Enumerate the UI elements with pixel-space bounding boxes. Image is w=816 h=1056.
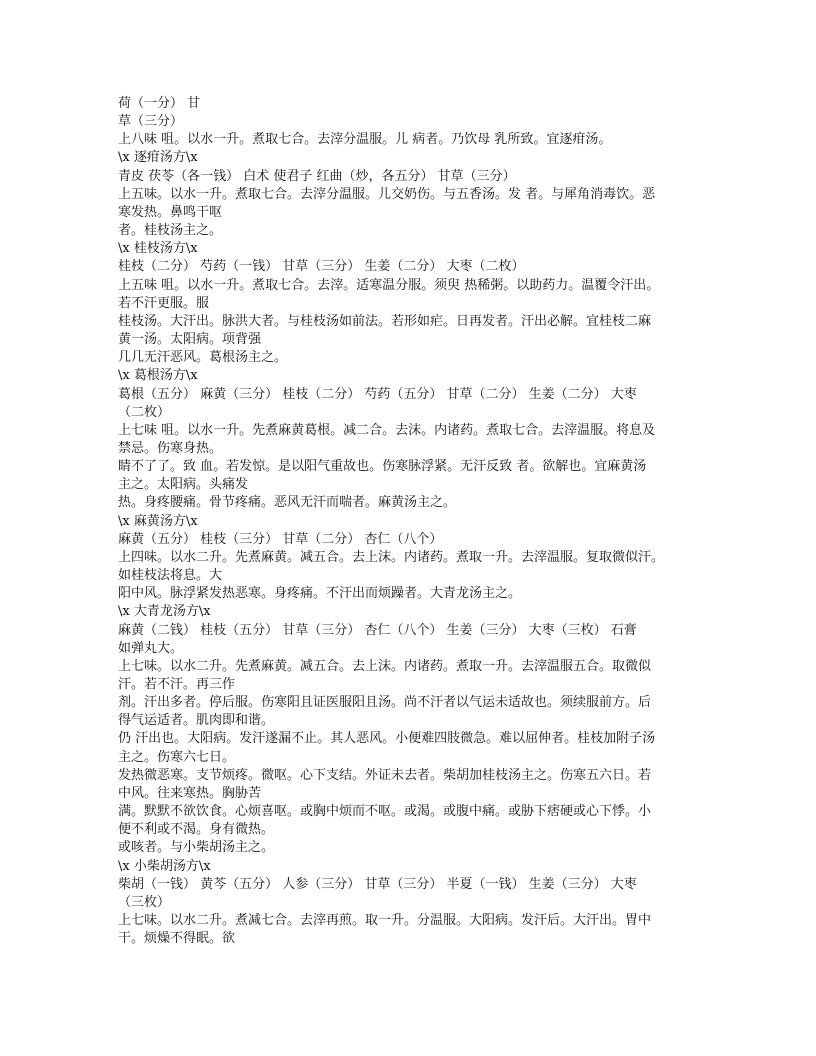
text-line: 中风。往来寒热。胸胁苦 [118, 785, 262, 801]
text-line: 上七味。以水二升。先煮麻黄。减五合。去上沫。内诸药。煮取一升。去滓温服五合。取微似 [118, 658, 652, 674]
text-line: 草（三分） [118, 114, 184, 130]
text-line: 或咳者。与小柴胡汤主之。 [118, 840, 275, 856]
text-line: 仍 汗出也。大阳病。发汗遂漏不止。其人恶风。小便难四肢微急。难以屈伸者。桂枝加附子汤 [118, 731, 656, 747]
text-line: 上七味。以水二升。煮减七合。去滓再煎。取一升。分温服。大阳病。发汗后。大汗出。胃中 [118, 913, 652, 929]
text-line: 上七味 咀。以水一升。先煮麻黄葛根。减二合。去沫。内诸药。煮取七合。去滓温服。将息及 [118, 422, 656, 438]
text-line: 主之。太阳病。头痛发 [118, 477, 249, 493]
text-line: 黄一汤。太阳病。项背强 [118, 332, 262, 348]
text-line: 上八味 咀。以水一升。煮取七合。去滓分温服。儿 病者。乃饮母 乳所致。宜逐疳汤。 [118, 132, 612, 148]
text-line: 者。桂枝汤主之。 [118, 223, 223, 239]
text-line: 如桂枝法将息。大 [118, 568, 223, 584]
text-line: 主之。伤寒六七日。 [118, 749, 236, 765]
text-line: \x 葛根汤方\x [118, 368, 198, 384]
text-line: \x 小柴胡汤方\x [118, 858, 211, 874]
text-line: 寒发热。鼻鸣干呕 [118, 204, 223, 220]
text-line: 满。默默不欲饮食。心烦喜呕。或胸中烦而不呕。或渴。或腹中痛。或胁下痞硬或心下悸。小 [118, 804, 652, 820]
text-line: 桂枝（二分） 芍药（一钱） 甘草（三分） 生姜（二分） 大枣（二枚） [118, 259, 525, 275]
text-line: 如弹丸大。 [118, 640, 184, 656]
text-line: 得气运适者。肌肉即和谐。 [118, 713, 275, 729]
text-line: 桂枝汤。大汗出。脉洪大者。与桂枝汤如前法。若形如疟。日再发者。汗出必解。宜桂枝二麻 [118, 313, 652, 329]
document-page [118, 95, 718, 948]
text-line: \x 逐疳汤方\x [118, 150, 198, 166]
text-line: 上五味 咀。以水一升。煮取七合。去滓。适寒温分服。须臾 热稀粥。以助药力。温覆令汗出。 [118, 277, 660, 293]
text-line: 便不利或不渴。身有微热。 [118, 822, 275, 838]
text-line: 若不汗更服。服 [118, 295, 210, 311]
text-line: 葛根（五分） 麻黄（三分） 桂枝（二分） 芍药（五分） 甘草（二分） 生姜（二分） 大枣 [118, 386, 637, 402]
text-line: \x 大青龙汤方\x [118, 604, 211, 620]
text-line: 几几无汗恶风。葛根汤主之。 [118, 350, 288, 366]
text-line: \x 麻黄汤方\x [118, 513, 198, 529]
text-line: （三枚） [118, 894, 171, 910]
text-line: 柴胡（一钱） 黄芩（五分） 人参（三分） 甘草（三分） 半夏（一钱） 生姜（三分） 大枣 [118, 876, 637, 892]
text-line: 干。烦燥不得眠。欲 [118, 931, 236, 947]
text-line: 麻黄（五分） 桂枝（三分） 甘草（二分） 杏仁（八个） [118, 531, 443, 547]
text-line: 热。身疼腰痛。骨节疼痛。恶风无汗而喘者。麻黄汤主之。 [118, 495, 457, 511]
text-line: 禁忌。伤寒身热。 [118, 440, 223, 456]
text-line: \x 桂枝汤方\x [118, 241, 198, 257]
text-line: 发热微恶寒。支节烦疼。微呕。心下支结。外证未去者。柴胡加桂枝汤主之。伤寒五六日。若 [118, 767, 652, 783]
text-line: 睛不了了。致 血。若发惊。是以阳气重故也。伤寒脉浮紧。无汗反致 者。欲解也。宜麻黄汤 [118, 459, 647, 475]
text-line: 上四味。以水二升。先煮麻黄。减五合。去上沫。内诸药。煮取一升。去滓温服。复取微似汗。 [118, 549, 665, 565]
text-line: 麻黄（二钱） 桂枝（五分） 甘草（三分） 杏仁（八个） 生姜（三分） 大枣（三枚） 石膏 [118, 622, 637, 638]
text-line: 阳中风。脉浮紧发热恶寒。身疼痛。不汗出而烦躁者。大青龙汤主之。 [118, 586, 522, 602]
text-line: 剂。汗出多者。停后服。伤寒阳且证医服阳且汤。尚不汗者以气运未适故也。须续服前方。后 [118, 695, 652, 711]
text-line: （二枚） [118, 404, 171, 420]
text-line: 荷（一分） 甘 [118, 96, 201, 111]
text-line: 青皮 茯苓（各一钱） 白术 使君子 红曲（炒，各五分） 甘草（三分） [118, 168, 516, 184]
text-line: 汗。若不汗。再三作 [118, 677, 236, 692]
text-line: 上五味。以水一升。煮取七合。去滓分温服。儿交奶伤。与五香汤。发 者。与犀角消毒饮。恶 [118, 186, 656, 202]
